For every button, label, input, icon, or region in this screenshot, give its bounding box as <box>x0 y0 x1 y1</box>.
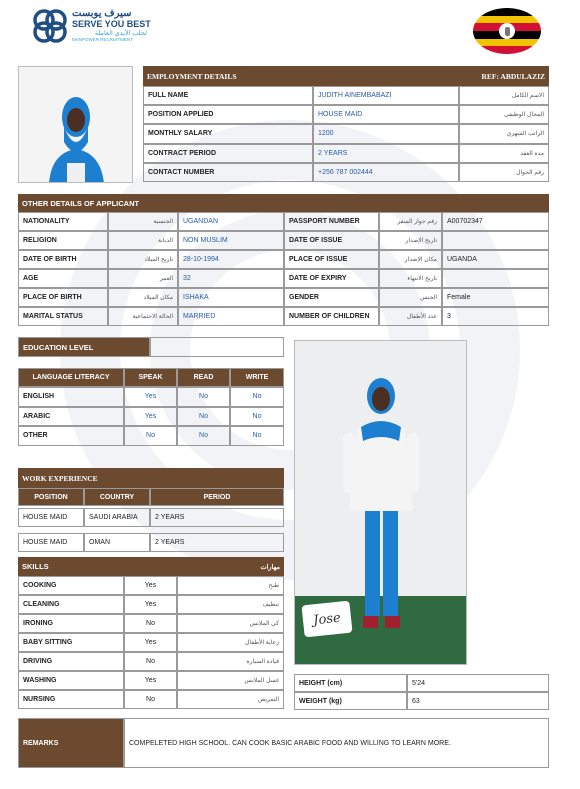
detail-value <box>442 231 549 250</box>
detail-label: AGE <box>18 269 108 288</box>
language-header-cell: LANGUAGE LITERACY <box>18 368 124 387</box>
language-cell: ENGLISH <box>18 387 124 407</box>
detail-label-ar: تاريخ الميلاد <box>108 250 178 269</box>
detail-label-ar: تاريخ الإصدار <box>379 231 442 250</box>
language-cell: ARABIC <box>18 407 124 427</box>
skill-label: COOKING <box>18 576 124 595</box>
language-header-cell: READ <box>177 368 230 387</box>
employment-field-label-ar: مدة العقد <box>459 144 549 163</box>
skills-header <box>18 557 284 576</box>
detail-label-ar: رقم جواز السفر <box>379 212 442 231</box>
full-body-photo <box>294 340 467 665</box>
language-cell: No <box>177 426 230 446</box>
detail-value: UGANDAN <box>178 212 284 231</box>
detail-value: 32 <box>178 269 284 288</box>
detail-label: RELIGION <box>18 231 108 250</box>
detail-value: Female <box>442 288 549 307</box>
skill-label-ar: رعاية الأطفال <box>177 633 284 652</box>
detail-label: GENDER <box>284 288 379 307</box>
height-value: 5'24 <box>407 674 549 692</box>
skill-label-ar: التمريض <box>177 690 284 709</box>
work-cell: 2 YEARS <box>150 533 284 552</box>
detail-label-ar: تاريخ الانتهاء <box>379 269 442 288</box>
skill-label: BABY SITTING <box>18 633 124 652</box>
skill-label-ar: طبخ <box>177 576 284 595</box>
detail-value: 3 <box>442 307 549 326</box>
crane-emblem-icon <box>499 23 515 39</box>
detail-label-ar: الجنسية <box>108 212 178 231</box>
detail-label: NUMBER OF CHILDREN <box>284 307 379 326</box>
employment-field-value: JUDITH AINEMBABAZI <box>313 86 459 105</box>
detail-label-ar: الجنس <box>379 288 442 307</box>
employment-field-label-ar: المجال الوظيفي <box>459 105 549 124</box>
language-header-cell: WRITE <box>230 368 284 387</box>
skill-value: Yes <box>124 595 177 614</box>
detail-value: A00702347 <box>442 212 549 231</box>
work-experience-header <box>18 468 284 488</box>
language-cell: No <box>124 426 177 446</box>
language-cell: Yes <box>124 407 177 427</box>
education-value <box>150 337 284 357</box>
employment-field-value: 1200 <box>313 124 459 143</box>
skill-value: Yes <box>124 671 177 690</box>
other-details-title: OTHER DETAILS OF APPLICANT <box>22 198 140 208</box>
detail-value: MARRIED <box>178 307 284 326</box>
remarks-text: COMPELETED HIGH SCHOOL. CAN COOK BASIC ARABIC FOOD AND WILLING TO LEARN MORE. <box>124 718 549 768</box>
skill-label: IRONING <box>18 614 124 633</box>
employment-header <box>143 66 549 86</box>
company-logo <box>32 8 172 44</box>
employment-field-label-ar: الاسم الكامل <box>459 86 549 105</box>
remarks-label: REMARKS <box>18 718 124 768</box>
skill-label-ar: تنظيف <box>177 595 284 614</box>
detail-label-ar: الحالة الاجتماعية <box>108 307 178 326</box>
skill-label: WASHING <box>18 671 124 690</box>
skills-title-ar: مهارات <box>260 563 280 571</box>
reference: REF: ABDULAZIZ <box>481 71 545 81</box>
employment-field-label: FULL NAME <box>143 86 313 105</box>
language-cell: No <box>177 387 230 407</box>
skill-value: No <box>124 652 177 671</box>
detail-label: NATIONALITY <box>18 212 108 231</box>
language-cell: No <box>230 407 284 427</box>
detail-label: PLACE OF ISSUE <box>284 250 379 269</box>
language-cell: No <box>230 426 284 446</box>
detail-label-ar: الديانة <box>108 231 178 250</box>
employment-title: EMPLOYMENT DETAILS <box>147 71 237 81</box>
language-cell: No <box>230 387 284 407</box>
brand-tag-en: MANPOWER RECRUITMENT <box>72 37 133 42</box>
detail-label: DATE OF EXPIRY <box>284 269 379 288</box>
work-header-cell: PERIOD <box>150 488 284 506</box>
work-cell: OMAN <box>84 533 150 552</box>
weight-value: 63 <box>407 692 549 710</box>
skill-label: NURSING <box>18 690 124 709</box>
detail-label: DATE OF ISSUE <box>284 231 379 250</box>
work-cell: 2 YEARS <box>150 508 284 527</box>
skill-value: Yes <box>124 633 177 652</box>
language-cell: No <box>177 407 230 427</box>
skills-title: SKILLS <box>22 562 49 571</box>
skill-label-ar: كي الملابس <box>177 614 284 633</box>
skill-label: CLEANING <box>18 595 124 614</box>
detail-label-ar: مكان الميلاد <box>108 288 178 307</box>
detail-label: PASSPORT NUMBER <box>284 212 379 231</box>
skill-label-ar: قيادة السيارة <box>177 652 284 671</box>
detail-label-ar: عدد الأطفال <box>379 307 442 326</box>
skill-value: Yes <box>124 576 177 595</box>
detail-value: UGANDA <box>442 250 549 269</box>
brand-name-ar: سيرف يوبست <box>72 8 132 19</box>
detail-value: NON MUSLIM <box>178 231 284 250</box>
skill-label: DRIVING <box>18 652 124 671</box>
detail-label-ar: مكان الإصدار <box>379 250 442 269</box>
detail-label: MARITAL STATUS <box>18 307 108 326</box>
education-header: EDUCATION LEVEL <box>18 337 150 357</box>
language-cell: OTHER <box>18 426 124 446</box>
work-cell: SAUDI ARABIA <box>84 508 150 527</box>
work-cell: HOUSE MAID <box>18 533 84 552</box>
employment-field-label-ar: رقم الجوال <box>459 163 549 182</box>
detail-label: PLACE OF BIRTH <box>18 288 108 307</box>
language-header-cell: SPEAK <box>124 368 177 387</box>
detail-value: 28-10-1994 <box>178 250 284 269</box>
employment-field-value: 2 YEARS <box>313 144 459 163</box>
signature: Jose <box>301 601 352 638</box>
employment-field-label: MONTHLY SALARY <box>143 124 313 143</box>
brand-tag-ar: لجلب الأيدي العاملة <box>94 30 147 37</box>
skill-value: No <box>124 614 177 633</box>
skill-label-ar: غسل الملابس <box>177 671 284 690</box>
work-cell: HOUSE MAID <box>18 508 84 527</box>
employment-field-label: CONTACT NUMBER <box>143 163 313 182</box>
employment-field-value: +256 787 002444 <box>313 163 459 182</box>
uganda-flag <box>473 8 541 54</box>
work-header-cell: COUNTRY <box>84 488 150 506</box>
work-experience-title: WORK EXPERIENCE <box>22 473 98 483</box>
detail-label: DATE OF BIRTH <box>18 250 108 269</box>
employment-field-value: HOUSE MAID <box>313 105 459 124</box>
detail-value <box>442 269 549 288</box>
detail-value: ISHAKA <box>178 288 284 307</box>
brand-name-en: SERVE YOU BEST <box>72 19 151 29</box>
logo-mark-icon <box>32 8 68 44</box>
weight-label: WEIGHT (kg) <box>294 692 407 710</box>
portrait-photo <box>18 66 133 183</box>
employment-field-label: CONTRACT PERIOD <box>143 144 313 163</box>
detail-label-ar: العمر <box>108 269 178 288</box>
other-details-header <box>18 194 549 212</box>
employment-field-label: POSITION APPLIED <box>143 105 313 124</box>
height-label: HEIGHT (cm) <box>294 674 407 692</box>
language-cell: Yes <box>124 387 177 407</box>
employment-field-label-ar: الراتب الشهري <box>459 124 549 143</box>
skill-value: No <box>124 690 177 709</box>
work-header-cell: POSITION <box>18 488 84 506</box>
